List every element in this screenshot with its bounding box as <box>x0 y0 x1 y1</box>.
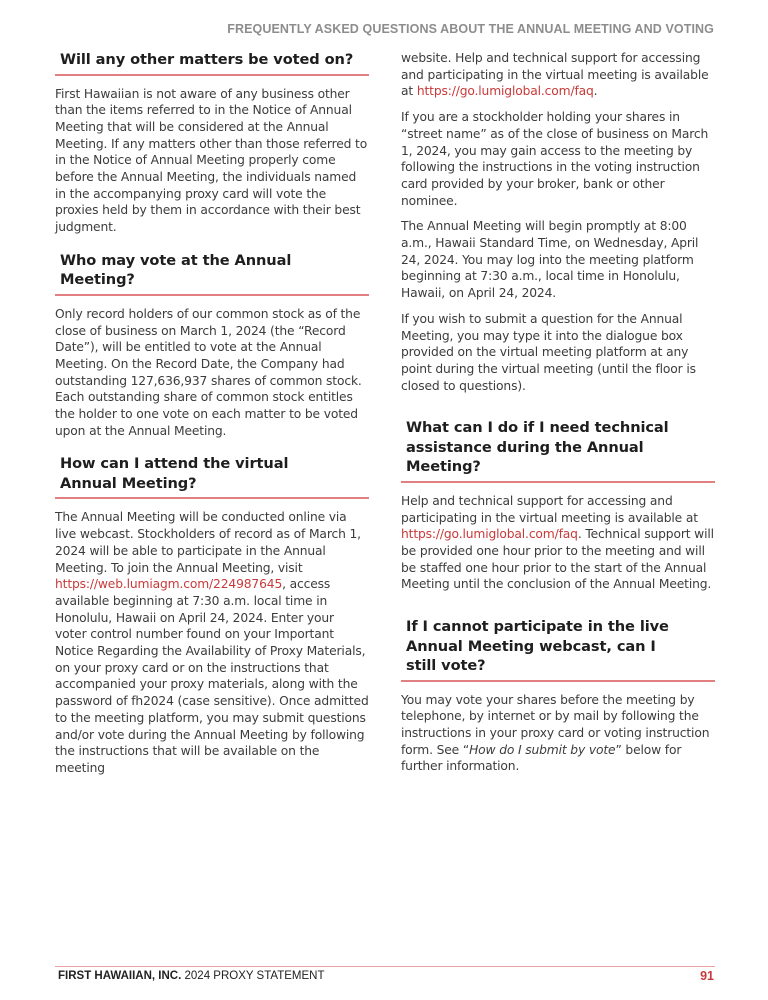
faq-attend-virtual <box>55 454 369 776</box>
page-number: 91 <box>700 969 714 983</box>
faq-other-matters <box>55 50 369 236</box>
answer-text: You may vote your shares before the meeting by telephone, by internet or by mail by following the instructions in your proxy card or voting instruction form. See “ <box>401 692 710 757</box>
lumiglobal-faq-link[interactable]: https://go.lumiglobal.com/faq <box>401 527 578 542</box>
footer-company: FIRST HAWAIIAN, INC. <box>58 970 182 982</box>
answer-text: , access available beginning at 7:30 a.m. local time in Honolulu, Hawaii on April 24, 2024. Enter your voter control number found on your Important Notice Regarding the Availability of Proxy Materials, on your proxy card or on the instructions that accompanied your proxy materials, along with the password of fh2024 (case sensitive). Once admitted to the meeting platform, you may submit questions and/or vote during the Annual Meeting by following the instructions that will be available on the meeting <box>55 577 369 775</box>
question-heading: What can I do if I need technical assistance during the Annual Meeting? <box>401 418 715 483</box>
faq-cannot-participate <box>401 617 715 775</box>
footer-document-title <box>58 970 324 982</box>
lumiglobal-faq-link[interactable]: https://go.lumiglobal.com/faq <box>416 84 594 99</box>
answer-paragraph: Only record holders of our common stock as of the close of business on March 1, 2024 (the “Record Date”), will be entitled to vote at the Annual Meeting. On the Record Date, the Company had outstanding 127,636,937 shares of common stock. Each outstanding share of common stock entitles the holder to one vote on each matter to be voted upon at the Annual Meeting. <box>55 306 362 438</box>
answer-text: . <box>593 84 598 99</box>
faq-tech-assistance <box>401 418 715 593</box>
question-heading: Will any other matters be voted on? <box>55 50 369 76</box>
answer-paragraph <box>401 493 715 593</box>
right-column <box>401 50 715 790</box>
answer-paragraph: First Hawaiian is not aware of any business other than the items referred to in the Notice of Annual Meeting that will be considered at the Annual Meeting. If any matters other than those referred to in the Notice of Annual Meeting properly come before the Annual Meeting, the individuals named in the accompanying proxy card will vote the proxies held by them in accordance with their best judgment. <box>55 86 368 235</box>
faq-who-may-vote <box>55 251 369 440</box>
question-heading: If I cannot participate in the live Annual Meeting webcast, can I still vote? <box>401 617 715 682</box>
answer-paragraph-continued <box>401 50 715 100</box>
footer-doc-name: 2024 PROXY STATEMENT <box>181 970 325 982</box>
left-column <box>55 50 369 792</box>
question-heading: Who may vote at the Annual Meeting? <box>55 251 369 296</box>
answer-text: ” below for further information. <box>401 742 682 774</box>
answer-paragraph <box>401 692 715 776</box>
footer-divider <box>55 966 715 967</box>
question-heading: How can I attend the virtual Annual Meeting? <box>55 454 369 499</box>
lumiagm-link[interactable]: https://web.lumiagm.com/224987645 <box>55 577 283 592</box>
answer-paragraph: If you are a stockholder holding your shares in “street name” as of the close of business on March 1, 2024, you may gain access to the meeting by following the instructions in the voting instruction card provided by your broker, bank or other nominee. <box>401 110 709 208</box>
answer-text: website. Help and technical support for accessing and participating in the virtual meeting is available at <box>401 51 709 99</box>
cross-reference: How do I submit by vote <box>469 742 616 757</box>
answer-paragraph: The Annual Meeting will begin promptly at 8:00 a.m., Hawaii Standard Time, on Wednesday, April 24, 2024. You may log into the meeting platform beginning at 7:30 a.m., local time in Honolulu, Hawaii, on April 24, 2024. <box>401 219 699 301</box>
running-header: FREQUENTLY ASKED QUESTIONS ABOUT THE ANNUAL MEETING AND VOTING <box>227 22 714 36</box>
answer-text: The Annual Meeting will be conducted online via live webcast. Stockholders of record as of March 1, 2024 will be able to participate in the Annual Meeting. To join the Annual Meeting, visit <box>55 510 361 575</box>
answer-paragraph: If you wish to submit a question for the Annual Meeting, you may type it into the dialogue box provided on the virtual meeting platform at any point during the virtual meeting (until the floor is closed to questions). <box>401 311 696 393</box>
answer-text: Help and technical support for accessing and participating in the virtual meeting is available at <box>401 493 698 525</box>
answer-paragraph <box>55 509 369 776</box>
answer-text: . Technical support will be provided one hour prior to the meeting and will be staffed one hour prior to the start of the Annual Meeting until the conclusion of the Annual Meeting. <box>401 527 714 592</box>
